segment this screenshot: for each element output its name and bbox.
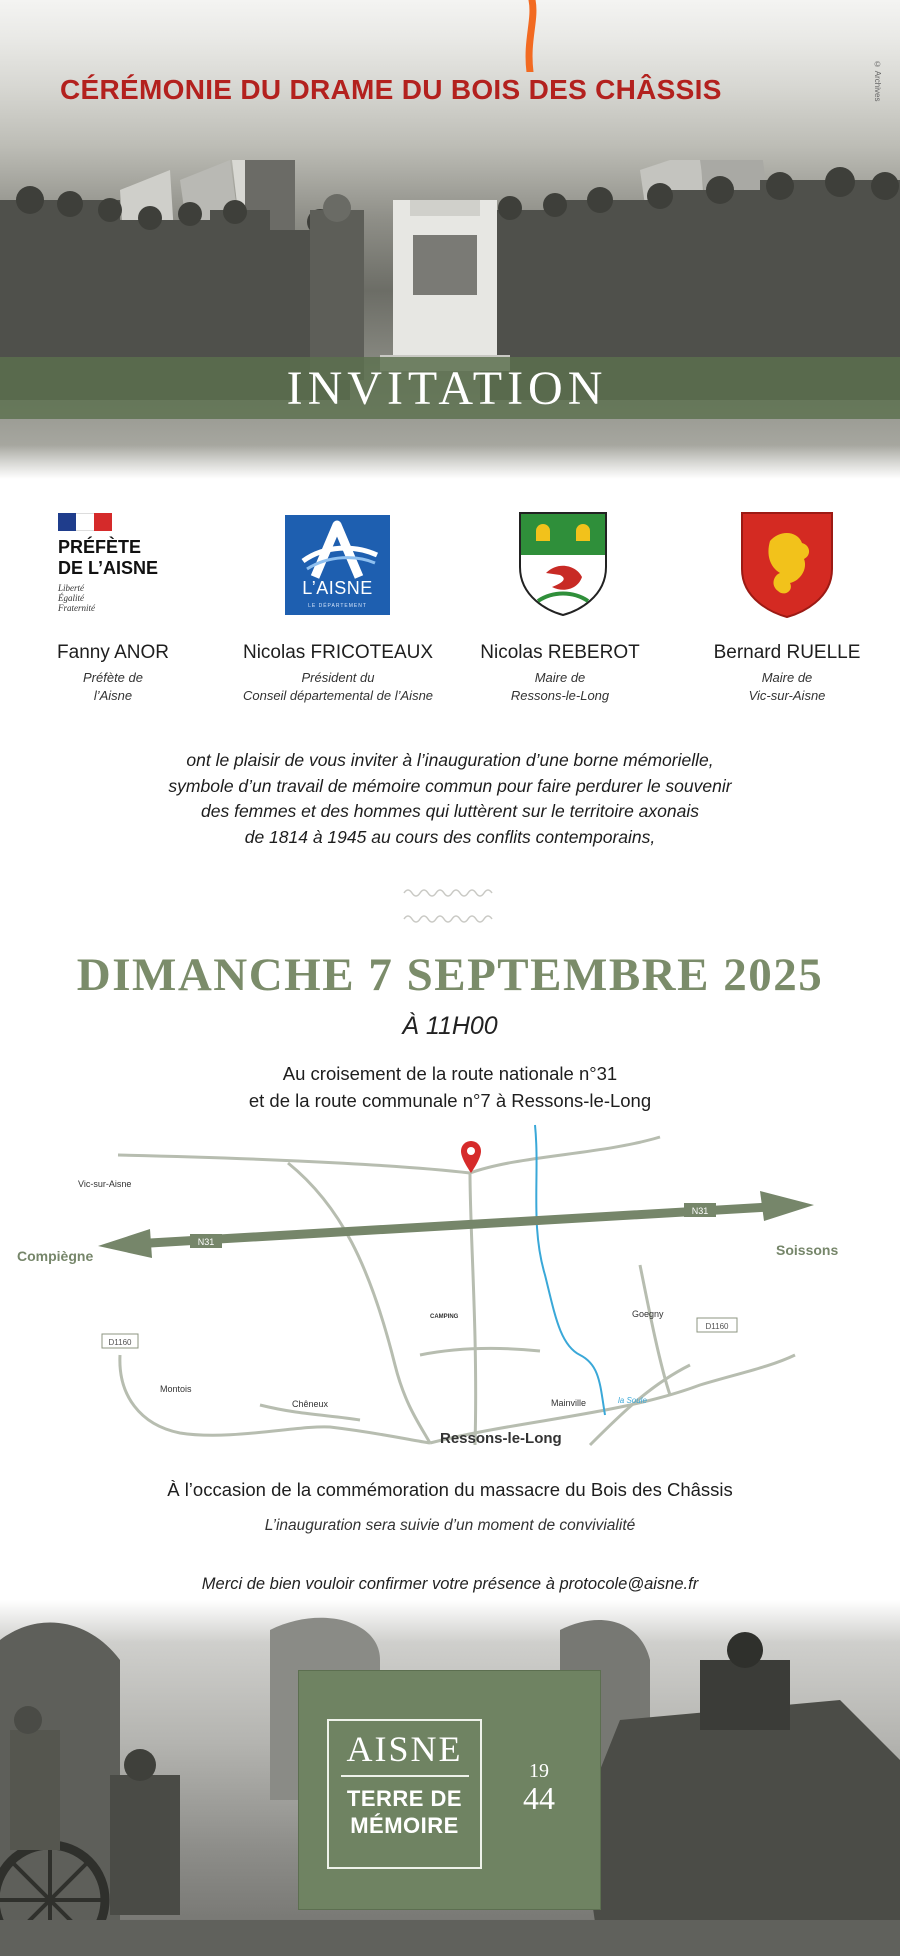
invitation-band xyxy=(0,357,900,419)
road xyxy=(120,1355,430,1443)
signer-name: Fanny ANOR xyxy=(57,642,169,663)
prefecture-name: PRÉFÈTE DE L’AISNE xyxy=(58,537,159,578)
ornament-divider-icon xyxy=(400,885,496,927)
republic-motto: Liberté Égalité Fraternité xyxy=(58,583,95,613)
french-flag-icon xyxy=(58,513,112,531)
location-pin-icon xyxy=(461,1141,481,1173)
rsvp-text: Merci de bien vouloir confirmer votre présence à protocole@aisne.fr xyxy=(201,1575,699,1593)
prefecture-logo xyxy=(58,513,188,625)
signer-name: Nicolas REBEROT xyxy=(480,642,640,663)
ressons-le-long-coat-of-arms-icon xyxy=(518,511,608,617)
badge-terre-de: TERRE DE xyxy=(346,1786,463,1811)
road xyxy=(118,1155,470,1173)
torn-edge-decoration xyxy=(0,445,900,485)
signer-prefete xyxy=(38,642,188,705)
signer-mayor-vic xyxy=(700,642,874,705)
brush-stroke-decoration xyxy=(522,0,540,72)
place-ressons-le-long: Ressons-le-Long xyxy=(440,1430,562,1447)
badge-memoire: MÉMOIRE xyxy=(350,1813,459,1838)
place-soissons: Soissons xyxy=(776,1242,839,1258)
badge-year-top: 19 xyxy=(529,1760,549,1782)
access-map xyxy=(0,1115,900,1455)
road-label-n31-right: N31 xyxy=(691,1206,709,1216)
place-goegny: Goegny xyxy=(632,1309,664,1319)
occasion-text: À l’occasion de la commémoration du massacre du Bois des Châssis xyxy=(167,1479,733,1500)
badge-aisne: AISNE xyxy=(346,1729,463,1769)
n31-road xyxy=(150,1207,770,1243)
arrow-left-icon xyxy=(98,1229,152,1258)
departement-aisne-logo xyxy=(285,515,390,615)
event-time: À 11H00 xyxy=(402,1012,498,1040)
badge-year-bottom: 44 xyxy=(523,1780,555,1816)
badge-rule xyxy=(341,1775,469,1777)
conviviality-text: L’inauguration sera suivie d’un moment de convivialité xyxy=(264,1517,636,1534)
invitation-text: ont le plaisir de vous inviter à l’inauguration d’une borne mémorielle, symbole d’un travail de mémoire commun pour faire perdurer le souvenir des femmes et des hommes qui luttèrent sur le territoire axonais de 1814 à 1945 au cours des conflits contemporains, xyxy=(168,750,732,847)
badge-year xyxy=(514,1761,564,1815)
partner-logos xyxy=(0,505,900,625)
badge-frame xyxy=(327,1719,482,1869)
aisne-terre-de-memoire-badge xyxy=(298,1670,601,1910)
road xyxy=(470,1137,660,1173)
signer-name: Nicolas FRICOTEAUX xyxy=(242,642,434,663)
road xyxy=(640,1265,670,1395)
place-compiegne: Compiègne xyxy=(17,1248,94,1264)
signer-president xyxy=(228,642,448,705)
road xyxy=(420,1348,540,1355)
road xyxy=(590,1365,690,1445)
aisne-logo-caption: L’AISNE xyxy=(302,578,373,598)
aisne-logo-subtitle: LE DÉPARTEMENT xyxy=(308,603,367,609)
signer-role: Maire de Vic-sur-Aisne xyxy=(748,670,826,703)
place-river-soule: la Soule xyxy=(618,1396,647,1405)
place-cheneux: Chêneux xyxy=(292,1399,329,1409)
vic-sur-aisne-coat-of-arms-icon xyxy=(740,511,834,619)
river-line xyxy=(535,1125,605,1415)
road xyxy=(470,1173,476,1445)
photo-credit: © Archives xyxy=(873,60,882,102)
place-montois: Montois xyxy=(160,1384,192,1394)
ceremony-title: CÉRÉMONIE DU DRAME DU BOIS DES CHÂSSIS xyxy=(60,74,722,105)
place-camping: CAMPING xyxy=(430,1314,459,1320)
signer-role: Maire de Ressons-le-Long xyxy=(510,670,610,703)
aisne-a-mark-icon xyxy=(285,515,390,585)
road-label-d1160-right: D1160 xyxy=(705,1322,729,1331)
event-location: Au croisement de la route nationale n°31 et de la route communale n°7 à Ressons-le-Long xyxy=(248,1063,652,1111)
road-label-n31-left: N31 xyxy=(197,1237,215,1247)
signers xyxy=(0,642,900,712)
header-photo xyxy=(0,0,900,485)
invitation-heading: INVITATION xyxy=(286,361,608,415)
road-label-d1160-left: D1160 xyxy=(108,1338,132,1347)
signer-role: Président du Conseil départemental de l’Aisne xyxy=(242,670,434,703)
place-mainville: Mainville xyxy=(551,1398,587,1408)
place-vic-sur-aisne: Vic-sur-Aisne xyxy=(78,1179,132,1189)
arrow-right-icon xyxy=(760,1191,814,1221)
event-date: DIMANCHE 7 SEPTEMBRE 2025 xyxy=(76,949,824,1001)
signer-role: Préfète de l’Aisne xyxy=(83,670,143,703)
signer-mayor-ressons xyxy=(470,642,650,705)
signer-name: Bernard RUELLE xyxy=(713,642,861,663)
